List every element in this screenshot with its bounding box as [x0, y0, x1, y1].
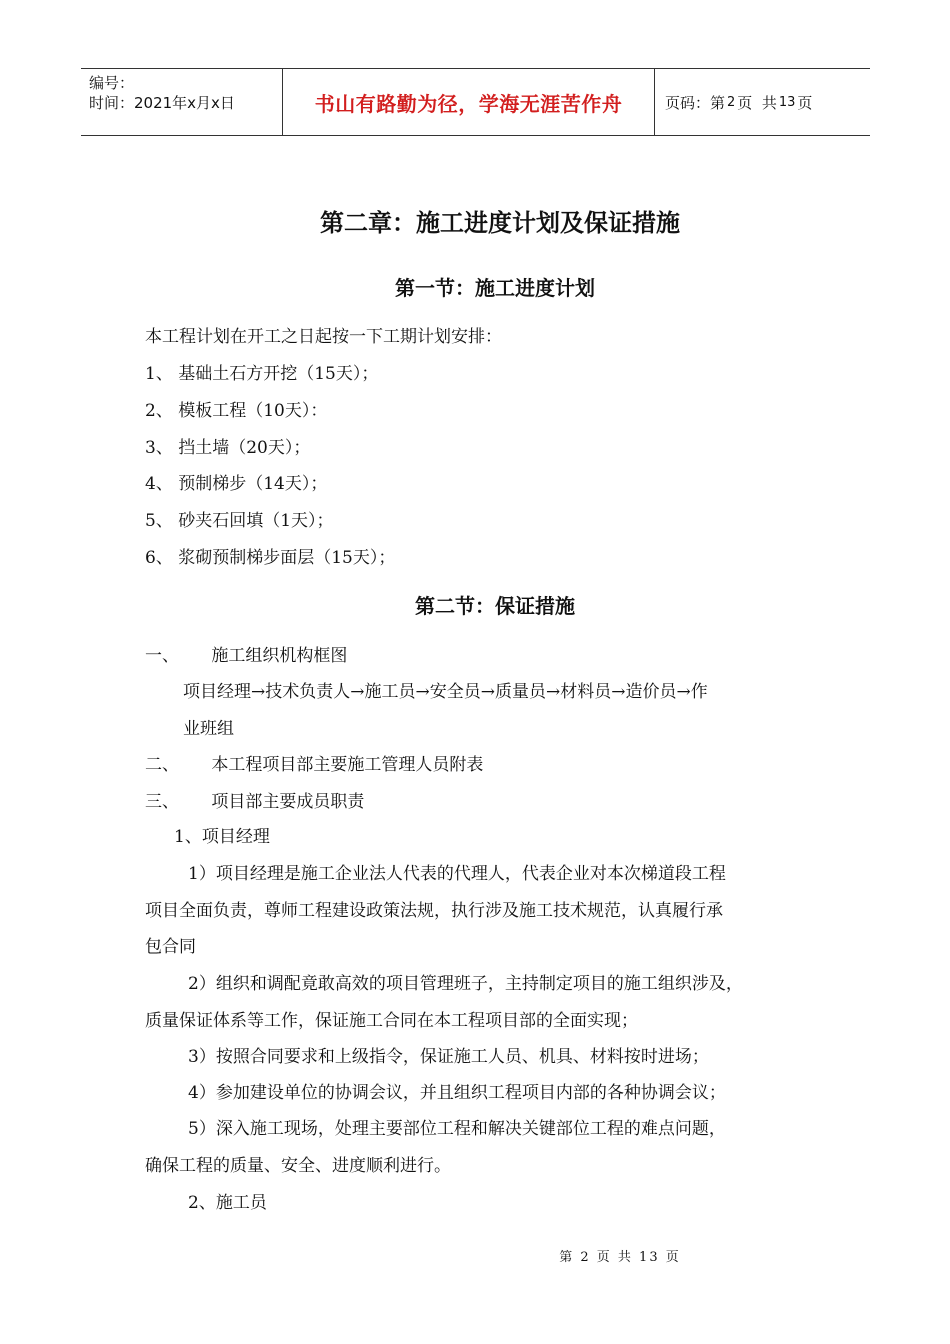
org-chain-line: 项目经理→技术负责人→施工员→安全员→质量员→材料员→造价员→作 [183, 682, 708, 702]
page-header [81, 68, 870, 136]
heading-responsibilities: 三、 项目部主要成员职责 [145, 792, 365, 812]
paragraph-line: 4）参加建设单位的协调会议，并且组织工程项目内部的各种协调会议； [188, 1083, 726, 1103]
page-suffix: 页 [797, 93, 813, 112]
page-prefix: 页码：第 [665, 93, 726, 112]
section1-title: 第一节：施工进度计划 [395, 276, 595, 300]
paragraph-line: 5）深入施工现场，处理主要部位工程和解决关键部位工程的难点问题， [188, 1119, 726, 1139]
list-item: 3、 挡土墙（20天）； [145, 438, 311, 458]
sub-heading-pm: 1、项目经理 [174, 827, 270, 847]
heading-staff-table: 二、 本工程项目部主要施工管理人员附表 [145, 755, 484, 775]
chapter-title: 第二章：施工进度计划及保证措施 [320, 208, 680, 237]
sub-heading-constructor: 2、施工员 [188, 1193, 267, 1213]
heading-org-chart: 一、 施工组织机构框图 [145, 646, 348, 666]
number-label: 编号： [89, 74, 135, 92]
list-item: 1、 基础土石方开挖（15天）； [145, 364, 379, 384]
header-page-info [655, 69, 870, 135]
paragraph-line: 包合同 [145, 937, 196, 957]
section2-title: 第二节：保证措施 [415, 594, 575, 618]
header-motto: 书山有路勤为径，学海无涯苦作舟 [283, 69, 655, 135]
page-total: 13 [778, 94, 796, 110]
org-chain-line: 业班组 [183, 719, 234, 739]
section1-intro: 本工程计划在开工之日起按一下工期计划安排： [145, 327, 502, 347]
paragraph-line: 确保工程的质量、安全、进度顺利进行。 [145, 1156, 451, 1176]
page-mid: 页 共 [737, 93, 777, 112]
time-label: 时间：2021年x月x日 [89, 94, 235, 112]
paragraph-line: 2）组织和调配竟敢高效的项目管理班子，主持制定项目的施工组织涉及， [188, 974, 743, 994]
paragraph-line: 项目全面负责，尊师工程建设政策法规，执行涉及施工技术规范，认真履行承 [145, 901, 723, 921]
list-item: 2、 模板工程（10天）： [145, 401, 328, 421]
paragraph-line: 质量保证体系等工作，保证施工合同在本工程项目部的全面实现； [145, 1011, 638, 1031]
paragraph-line: 1）项目经理是施工企业法人代表的代理人，代表企业对本次梯道段工程 [188, 864, 726, 884]
list-item: 4、 预制梯步（14天）； [145, 474, 328, 494]
paragraph-line: 3）按照合同要求和上级指令，保证施工人员、机具、材料按时进场； [188, 1047, 709, 1067]
header-info [81, 69, 283, 135]
page-footer: 第 2 页 共 13 页 [559, 1250, 681, 1265]
list-item: 5、 砂夹石回填（1天）； [145, 511, 334, 531]
list-item: 6、 浆砌预制梯步面层（15天）； [145, 548, 396, 568]
page-current: 2 [727, 94, 736, 110]
